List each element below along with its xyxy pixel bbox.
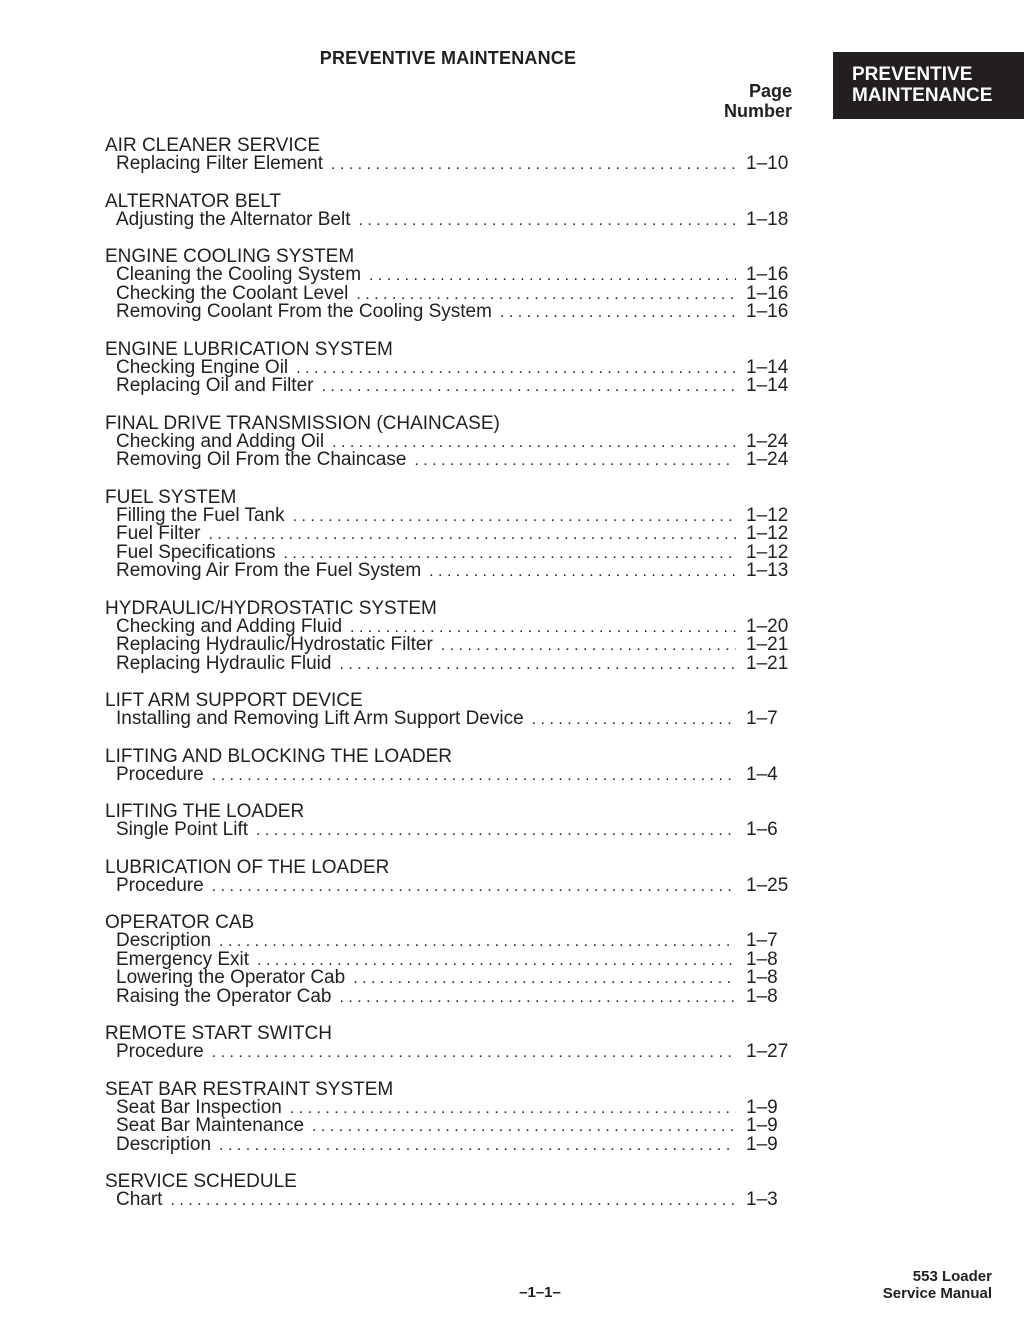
toc-entry-label: Checking and Adding Fluid [116,615,343,637]
dot-leader [532,711,736,730]
toc-section [105,414,792,470]
footer-manual-title: Service Manual [882,1285,992,1302]
toc-section [105,247,792,322]
toc-entry-page: 1–16 [746,301,789,322]
toc-section [105,136,792,174]
toc-entry[interactable] [105,377,792,396]
toc-section-title: LIFTING AND BLOCKING THE LOADER [105,745,453,767]
toc-entry[interactable] [105,969,792,988]
toc-entry-label: Emergency Exit [116,948,250,970]
toc-entry[interactable] [105,1133,792,1155]
toc-entry-label: Replacing Filter Element [116,153,323,174]
toc-entry[interactable] [105,710,792,729]
toc-entry-page: 1–16 [746,282,789,304]
toc-entry-page: 1–14 [746,356,789,378]
dot-leader [339,989,736,1008]
toc-section [105,802,792,840]
toc-entry-page: 1–3 [746,1189,778,1210]
dot-leader [358,212,736,231]
toc-section [105,192,792,230]
dot-leader [293,508,736,527]
toc-entry-label: Procedure [116,1041,204,1062]
toc-entry-label: Checking the Coolant Level [116,282,349,304]
dot-leader [331,156,736,175]
toc-section [105,1024,792,1062]
toc-entry-page: 1–8 [746,967,778,988]
toc-section-title: FUEL SYSTEM [105,486,237,508]
toc-section [105,1172,792,1210]
toc-section-title: OPERATOR CAB [105,912,255,933]
toc-entry-page: 1–8 [746,985,778,1007]
toc-entry-page: 1–27 [746,1041,789,1062]
toc-entry-page: 1–8 [746,948,778,970]
toc-entry-page: 1–20 [746,615,789,637]
toc-entry-label: Description [116,930,212,951]
dot-leader [369,267,736,286]
toc-entry[interactable] [105,821,792,840]
toc-entry[interactable] [105,1043,792,1062]
toc-entry[interactable] [105,763,792,785]
toc-entry[interactable] [105,562,792,581]
toc-entry[interactable] [105,874,792,896]
toc-section-title: LIFT ARM SUPPORT DEVICE [105,690,363,711]
dot-leader [212,1044,736,1063]
toc-entry-page: 1–24 [746,449,789,470]
toc-entry[interactable] [105,266,792,285]
toc-entry-page: 1–9 [746,1133,778,1155]
toc-entry-label: Removing Coolant From the Cooling System [116,301,492,322]
toc-section [105,488,792,581]
toc-section-title: SEAT BAR RESTRAINT SYSTEM [105,1078,394,1100]
toc-entry[interactable] [105,932,792,951]
dot-leader [353,970,736,989]
toc-entry-label: Checking and Adding Oil [116,430,325,452]
dot-leader [170,1192,736,1211]
toc-entry[interactable] [105,636,792,655]
toc-entry-label: Raising the Operator Cab [116,985,332,1007]
toc-entry-label: Replacing Hydraulic/Hydrostatic Filter [116,634,433,655]
toc-entry[interactable] [105,504,792,526]
toc-entry-label: Adjusting the Alternator Belt [116,208,351,230]
dot-leader [339,656,736,675]
toc-entry-page: 1–7 [746,930,778,951]
toc-entry-page: 1–13 [746,560,789,581]
toc-section-title: AIR CLEANER SERVICE [105,135,321,156]
toc-entry[interactable] [105,985,792,1007]
toc-entry-label: Procedure [116,874,204,896]
toc-entry-label: Cleaning the Cooling System [116,264,362,285]
section-tab-line2: MAINTENANCE [852,85,993,106]
section-tab-line1: PREVENTIVE [852,64,973,85]
page-title: PREVENTIVE MAINTENANCE [319,48,577,68]
toc-section [105,691,792,729]
toc-entry[interactable] [105,451,792,470]
table-of-contents [105,136,792,1228]
toc-entry[interactable] [105,1191,792,1210]
toc-section-title: LIFTING THE LOADER [105,801,305,822]
toc-entry-label: Replacing Hydraulic Fluid [116,652,332,674]
dot-leader [312,1118,736,1137]
toc-entry[interactable] [105,303,792,322]
toc-entry-page: 1–25 [746,874,789,896]
footer-manual-info [780,1268,992,1302]
toc-section-title: ALTERNATOR BELT [105,190,281,212]
toc-entry[interactable] [105,525,792,544]
toc-entry-page: 1–21 [746,634,789,655]
toc-entry-label: Single Point Lift [116,819,249,840]
toc-entry-label: Removing Oil From the Chaincase [116,449,407,470]
section-tab [833,52,1024,119]
toc-entry-page: 1–14 [746,375,789,396]
dot-leader [219,1137,736,1156]
toc-entry-page: 1–6 [746,819,778,840]
toc-entry-page: 1–18 [746,208,789,230]
dot-leader [296,360,736,379]
toc-entry-page: 1–7 [746,708,778,729]
toc-entry-page: 1–24 [746,430,789,452]
toc-entry-page: 1–12 [746,504,789,526]
toc-entry-label: Seat Bar Inspection [116,1096,282,1118]
toc-entry-label: Fuel Filter [116,523,201,544]
toc-entry-label: Lowering the Operator Cab [116,967,346,988]
page-header-line2: Number [723,101,792,121]
dot-leader [429,563,736,582]
dot-leader [212,767,736,786]
toc-entry-page: 1–16 [746,264,789,285]
toc-section-title: ENGINE COOLING SYSTEM [105,246,355,267]
footer-model: 553 Loader [912,1268,992,1285]
toc-entry-label: Fuel Specifications [116,541,276,563]
toc-entry-label: Chart [116,1189,163,1210]
toc-section-title: ENGINE LUBRICATION SYSTEM [105,338,393,360]
dot-leader [321,378,736,397]
toc-entry-page: 1–12 [746,541,789,563]
footer-page-number: –1–1– [519,1284,561,1301]
toc-section-title: SERVICE SCHEDULE [105,1171,297,1192]
dot-leader [212,878,736,897]
page-header-line1: Page [748,81,792,101]
toc-entry-label: Procedure [116,763,204,785]
toc-entry[interactable] [105,652,792,674]
toc-entry-label: Installing and Removing Lift Arm Support Device [116,708,524,729]
toc-section [105,1080,792,1155]
page-number-column-header [640,81,792,121]
toc-section [105,599,792,674]
toc-entry-label: Seat Bar Maintenance [116,1115,305,1136]
dot-leader [256,822,736,841]
toc-entry-label: Replacing Oil and Filter [116,375,314,396]
toc-entry-page: 1–21 [746,652,789,674]
toc-entry-page: 1–12 [746,523,789,544]
toc-entry-label: Checking Engine Oil [116,356,289,378]
toc-entry-label: Filling the Fuel Tank [116,504,285,526]
toc-entry-page: 1–4 [746,763,778,785]
toc-section [105,747,792,785]
toc-section-title: FINAL DRIVE TRANSMISSION (CHAINCASE) [105,412,500,434]
toc-section [105,340,792,396]
toc-section [105,858,792,896]
toc-section-title: LUBRICATION OF THE LOADER [105,856,390,878]
toc-entry-page: 1–9 [746,1115,778,1136]
dot-leader [219,933,736,952]
toc-entry-page: 1–9 [746,1096,778,1118]
toc-entry-label: Removing Air From the Fuel System [116,560,422,581]
dot-leader [208,526,736,545]
toc-entry[interactable] [105,155,792,174]
toc-entry[interactable] [105,1117,792,1136]
dot-leader [441,637,736,656]
toc-section [105,913,792,1006]
dot-leader [414,452,736,471]
toc-section-title: REMOTE START SWITCH [105,1023,332,1044]
dot-leader [500,304,736,323]
toc-entry[interactable] [105,208,792,230]
toc-section-title: HYDRAULIC/HYDROSTATIC SYSTEM [105,597,437,619]
dot-leader [290,1100,736,1119]
toc-entry-page: 1–10 [746,153,789,174]
toc-entry-label: Description [116,1133,212,1155]
